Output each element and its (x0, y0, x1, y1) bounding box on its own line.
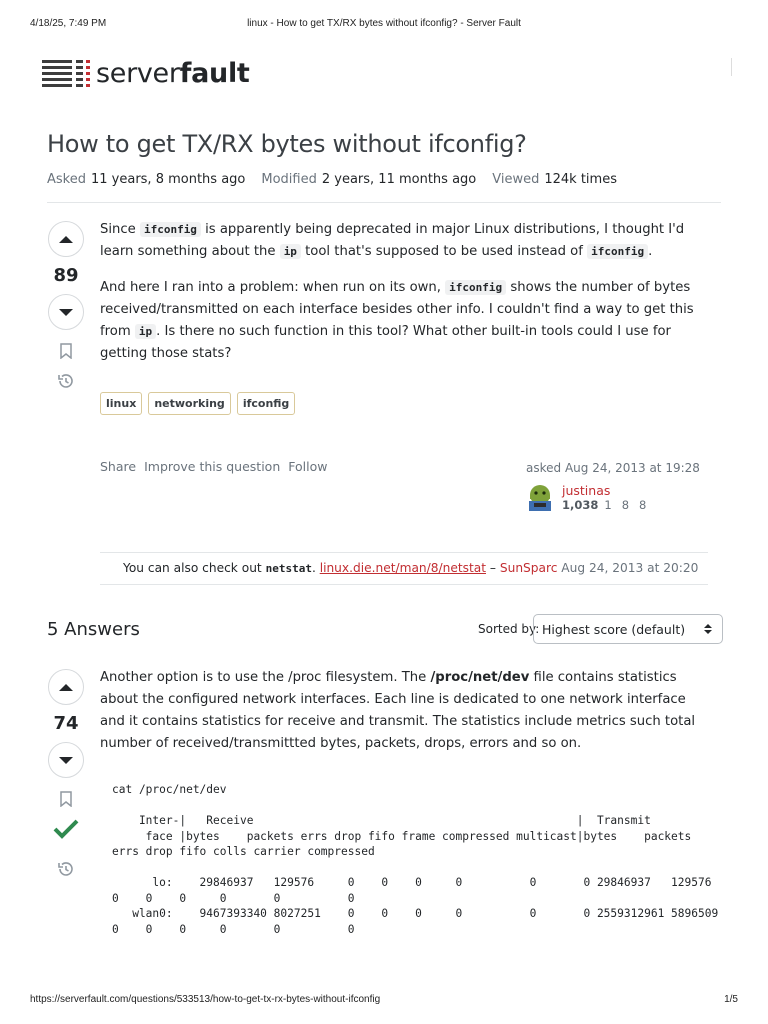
history-icon[interactable] (57, 860, 75, 878)
downvote-button[interactable] (48, 294, 84, 330)
serverfault-logo-icon (42, 59, 90, 89)
comment-user[interactable]: SunSparc (499, 561, 558, 575)
user-reputation: 1,038 (562, 497, 599, 512)
follow-link[interactable]: Follow (288, 459, 328, 474)
comment-date[interactable]: Aug 24, 2013 at 20:20 (557, 561, 699, 575)
avatar[interactable] (526, 481, 554, 513)
badge-silver-count: 8 (621, 497, 630, 512)
header-divider (731, 58, 732, 76)
tag-networking[interactable]: networking (148, 392, 231, 415)
arrow-up-icon (59, 236, 73, 243)
print-header (0, 18, 768, 32)
sort-label: Sorted by: (478, 622, 540, 636)
print-date: 4/18/25, 7:49 PM (30, 18, 107, 29)
answer-score: 74 (53, 713, 79, 734)
question-meta (47, 172, 617, 187)
answer-body (100, 667, 714, 769)
print-footer (0, 994, 768, 1008)
site-logo[interactable] (42, 58, 250, 89)
question-body (100, 219, 710, 379)
share-link[interactable]: Share (100, 459, 137, 474)
answer-upvote-button[interactable] (48, 669, 84, 705)
badge-bronze-count: 8 (639, 497, 647, 512)
history-icon[interactable] (57, 372, 75, 390)
post-menu (100, 459, 327, 474)
upvote-button[interactable] (48, 221, 84, 257)
comments-divider (100, 552, 708, 553)
question-title[interactable]: How to get TX/RX bytes without ifconfig? (47, 130, 527, 158)
print-title: linux - How to get TX/RX bytes without ifconfig? - Server Fault (247, 18, 521, 29)
arrow-down-icon (59, 757, 73, 764)
question-score: 89 (53, 265, 79, 286)
meta-modified: Modified 2 years, 11 months ago (261, 172, 477, 187)
answer-downvote-button[interactable] (48, 742, 84, 778)
tag-ifconfig[interactable]: ifconfig (237, 392, 296, 415)
improve-question-link[interactable]: Improve this question (144, 459, 281, 474)
sort-select[interactable] (533, 614, 723, 644)
question-votecell (46, 221, 86, 390)
question-tags (100, 392, 295, 415)
comment-link[interactable]: linux.die.net/man/8/netstat (319, 561, 487, 575)
select-arrows-icon (704, 623, 712, 635)
meta-asked: Asked 11 years, 8 months ago (47, 172, 246, 187)
arrow-down-icon (59, 309, 73, 316)
question-paragraph-1: Since ifconfig is apparently being deprecated in major Linux distributions, I thought I'd learn something about the ip tool that's supposed to be used instead of ifconfig . (100, 222, 685, 259)
asked-date: asked Aug 24, 2013 at 19:28 (526, 461, 700, 475)
meta-viewed: Viewed 124k times (492, 172, 617, 187)
logo-wordmark: serverfault (96, 58, 250, 89)
arrow-up-icon (59, 684, 73, 691)
tag-linux[interactable]: linux (100, 392, 142, 415)
answer-paragraph: Another option is to use the /proc filesystem. The /proc/net/dev file contains statistics about the configured network interfaces. Each line is dedicated to one network interface and it contains statistics for receive and transmit. The statistics include metrics such total number of received/transmittted bytes, packets, drops, errors and so on. (100, 670, 696, 751)
comments-divider-bottom (100, 584, 708, 585)
bookmark-icon[interactable] (57, 790, 75, 808)
question-paragraph-2: And here I ran into a problem: when run on its own, ifconfig shows the number of bytes received/transmitted on each interface besides other info. I couldn't find a way to get this from ip . Is there no such function in this tool? What other built-in tools could I use for getting those stats? (100, 280, 694, 361)
title-divider (47, 202, 721, 203)
bookmark-icon[interactable] (57, 342, 75, 360)
comment: You can also check out netstat. linux.die.net/man/8/netstat – SunSparc Aug 24, 2013 at 20:20 (123, 561, 699, 575)
accepted-checkmark-icon (53, 816, 79, 842)
print-url: https://serverfault.com/questions/533513/how-to-get-tx-rx-bytes-without-ifconfig (30, 994, 381, 1005)
answer-code-block: cat /proc/net/dev Inter-| Receive | Transmit face |bytes packets errs drop fifo frame compressed multicast|bytes packets errs drop fifo colls carrier compressed lo: 29846937 129576 0 0 0 0 0 0 29846937 129576 0 0 0 0 0 0 wlan0: 9467393340 8027251 0 0 0 0 0 0 2559312961 5896509 0 0 0 0 0 0 (112, 783, 719, 936)
badge-gold-count: 1 (604, 497, 612, 512)
owner-card (526, 461, 700, 513)
answer-votecell (46, 669, 86, 878)
sort-value: Highest score (default) (542, 622, 686, 637)
user-info (526, 481, 700, 513)
answers-count: 5 Answers (47, 619, 140, 640)
user-stats (562, 498, 656, 512)
user-name[interactable]: justinas (562, 482, 611, 498)
print-page-number: 1/5 (724, 994, 738, 1005)
